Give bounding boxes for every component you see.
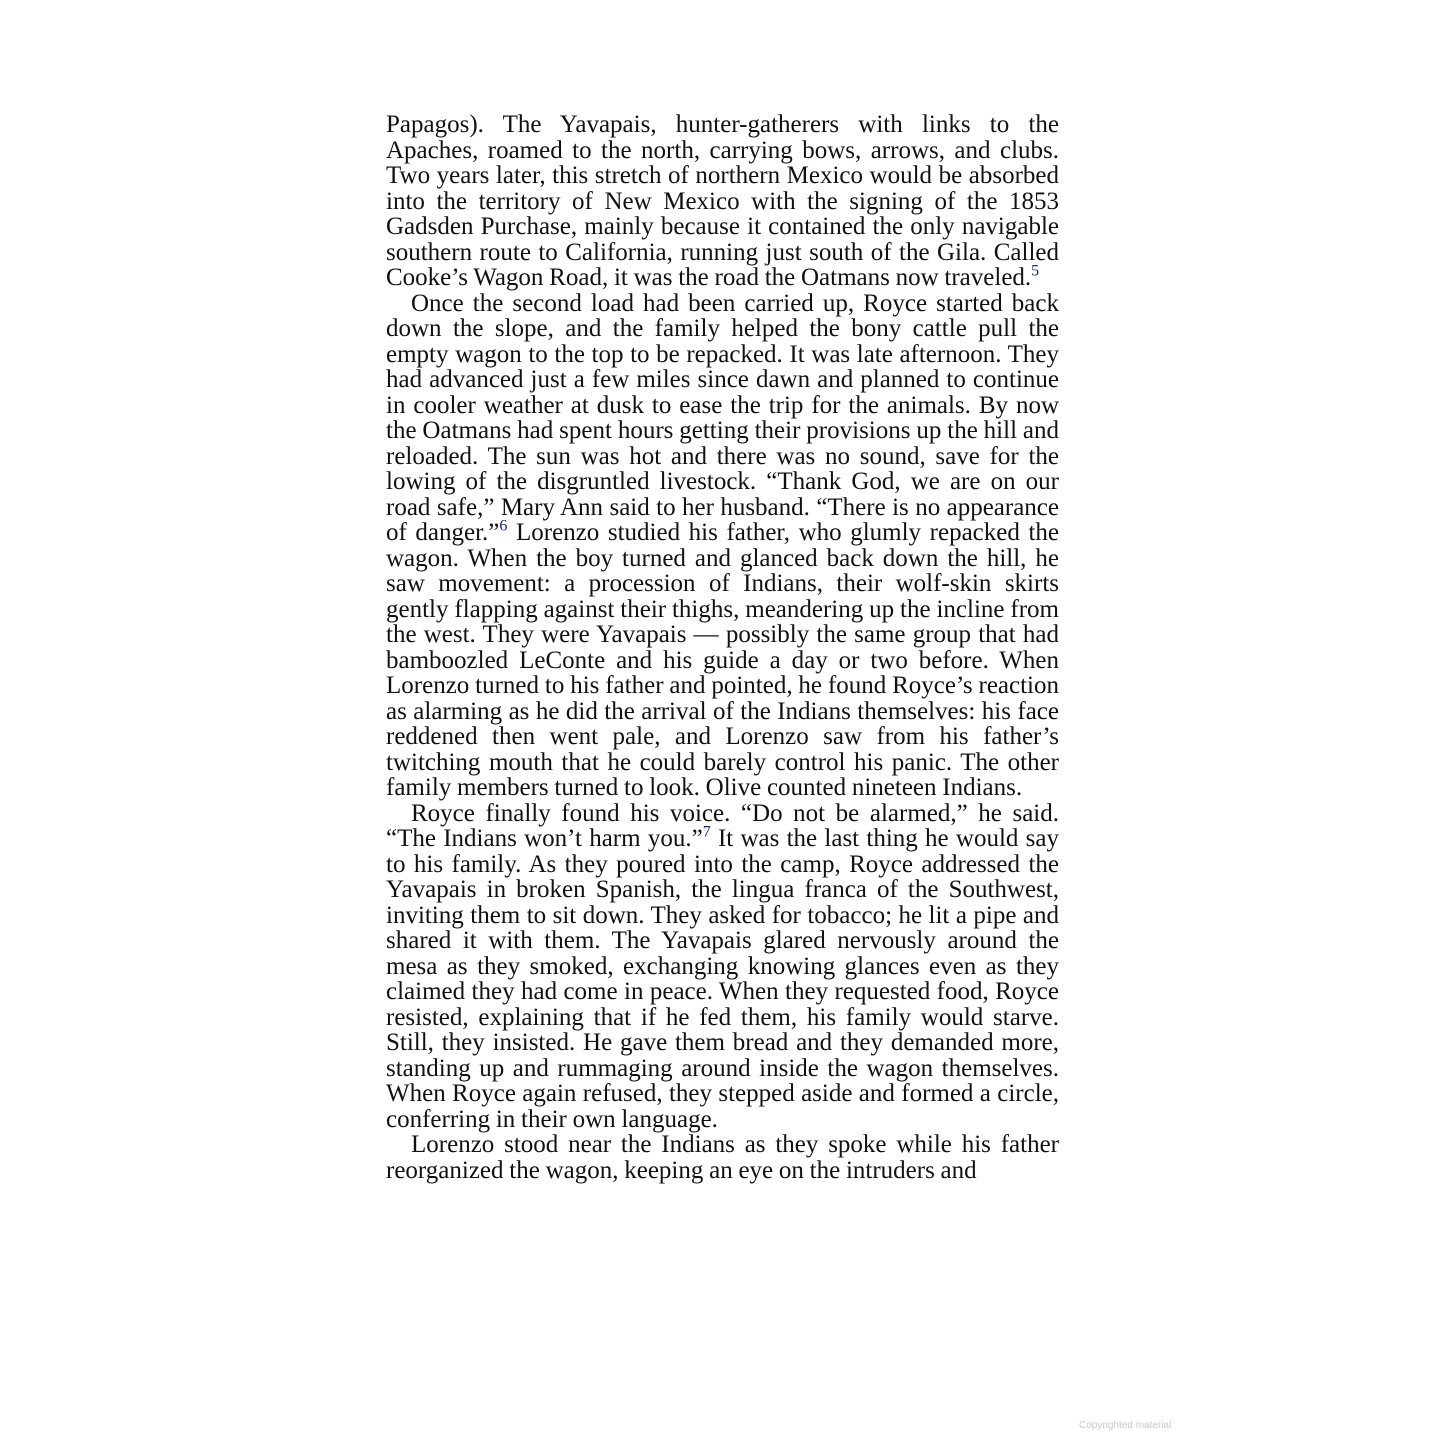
copyright-notice: Copyrighted material	[1079, 1420, 1172, 1431]
footnote-marker-6[interactable]: 6	[499, 517, 508, 535]
paragraph-3	[386, 801, 1059, 1133]
book-page-text	[386, 112, 1059, 1183]
paragraph-text: Papagos). The Yavapais, hunter-gatherers with links to the Apaches, roamed to the north, carrying bows, arrows, and clubs. Two years later, this stretch of northern Mexico would be absorbed into the territory of New Mexico with the signing of the 1853 Gadsden Purchase, mainly because it contained the only navigable southern route to California, running just south of the Gila. Called Cooke’s Wagon Road, it was the road the Oatmans now traveled.	[386, 111, 1059, 291]
paragraph-text: Once the second load had been carried up, Royce started back down the slope, and the family helped the bony cattle pull the empty wagon to the top to be repacked. It was late afternoon. They had advanced just a few miles since dawn and planned to continue in cooler weather at dusk to ease the trip for the animals. By now the Oatmans had spent hours getting their provisions up the hill and reloaded. The sun was hot and there was no sound, save for the lowing of the disgruntled livestock. “Thank God, we are on our road safe,” Mary Ann said to her husband. “There is no appearance of danger.”	[386, 289, 1059, 546]
paragraph-2	[386, 291, 1059, 801]
footnote-marker-5[interactable]: 5	[1031, 262, 1040, 280]
footnote-marker-7[interactable]: 7	[702, 823, 711, 841]
paragraph-4	[386, 1132, 1059, 1183]
paragraph-text: It was the last thing he would say to his family. As they poured into the camp, Royce addressed the Yavapais in broken Spanish, the lingua franca of the Southwest, inviting them to sit down. They asked for tobacco; he lit a pipe and shared it with them. The Yavapais glared nervously around the mesa as they smoked, exchanging knowing glances even as they claimed they had come in peace. When they requested food, Royce resisted, explaining that if he fed them, his family would starve. Still, they insisted. He gave them bread and they demanded more, standing up and rummaging around inside the wagon themselves. When Royce again refused, they stepped aside and formed a circle, conferring in their own language.	[386, 825, 1059, 1133]
paragraph-text: Lorenzo studied his father, who glumly repacked the wagon. When the boy turned and glanced back down the hill, he saw movement: a procession of Indians, their wolf-skin skirts gently flapping against their thighs, meandering up the incline from the west. They were Yavapais — possibly the same group that had bamboozled LeConte and his guide a day or two before. When Lorenzo turned to his father and pointed, he found Royce’s reaction as alarming as he did the arrival of the Indians themselves: his face reddened then went pale, and Lorenzo saw from his father’s twitching mouth that he could barely control his panic. The other family members turned to look. Olive counted nineteen Indians.	[386, 519, 1059, 801]
paragraph-1	[386, 112, 1059, 291]
paragraph-text: Lorenzo stood near the Indians as they spoke while his father reorganized the wagon, keeping an eye on the intruders and	[386, 1131, 1059, 1184]
paragraph-text: Royce finally found his voice. “Do not be alarmed,” he said. “The Indians won’t harm you.”	[386, 799, 1059, 852]
